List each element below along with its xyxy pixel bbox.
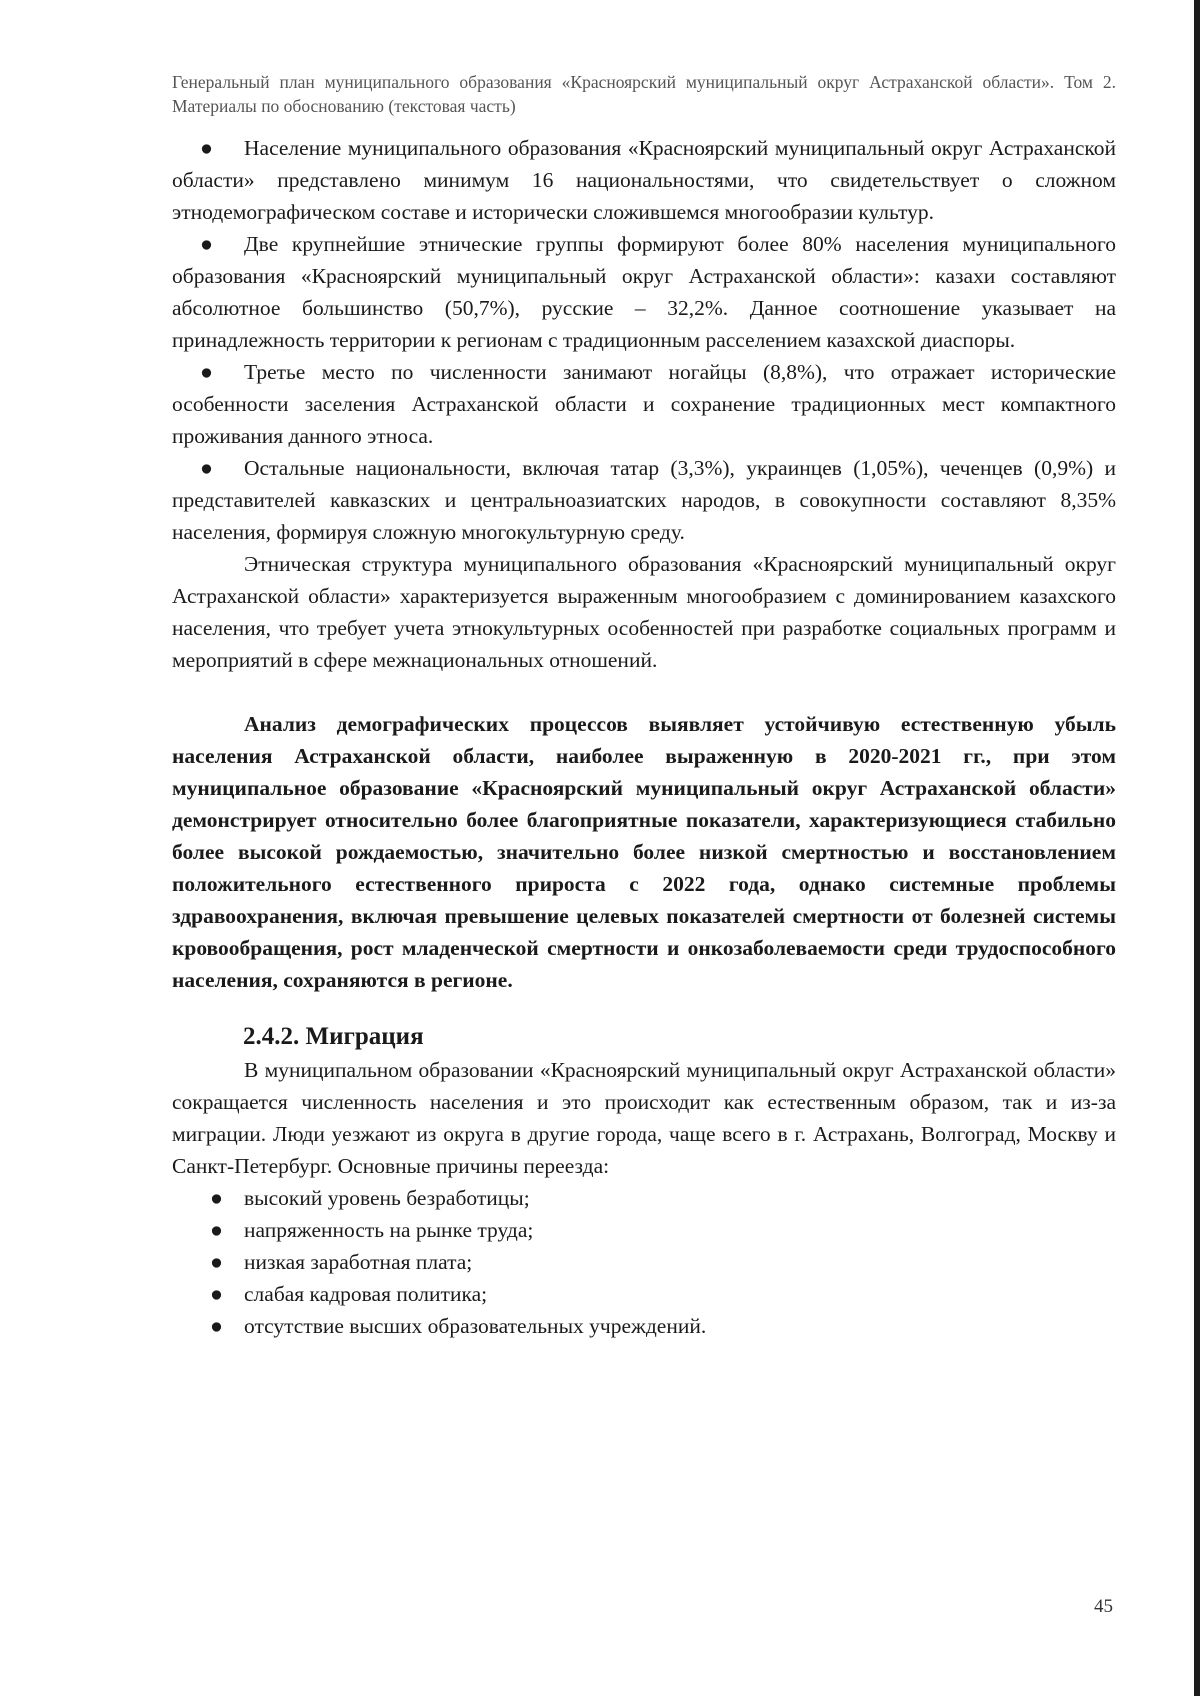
list-item-text: низкая заработная плата; bbox=[244, 1250, 473, 1274]
bullet-paragraph-largest-groups bbox=[172, 228, 1116, 356]
running-header: Генеральный план муниципального образования «Красноярский муниципальный округ Астраханской области». Том 2. Материалы по обоснованию (текстовая часть) bbox=[172, 72, 1116, 116]
list-item bbox=[172, 1278, 1116, 1310]
bullet-text: Третье место по численности занимают ногайцы (8,8%), что отражает исторические особенности заселения Астраханской области и сохранение традиционных мест компактного проживания данного этноса. bbox=[172, 360, 1116, 448]
list-item bbox=[172, 1310, 1116, 1342]
list-item-text: высокий уровень безработицы; bbox=[244, 1186, 530, 1210]
bullet-paragraph-nationalities bbox=[172, 132, 1116, 228]
bullet-icon: ● bbox=[210, 1250, 223, 1274]
list-item-text: слабая кадровая политика; bbox=[244, 1282, 488, 1306]
bullet-icon: ● bbox=[210, 1314, 223, 1338]
bullet-text: Две крупнейшие этнические группы формируют более 80% населения муниципального образования «Красноярский муниципальный округ Астраханской области»: казахи составляют абсолютное большинство (50,7%), русские – 32,2%. Данное соотношение указывает на принадлежность территории к регионам с традиционным расселением казахской диаспоры. bbox=[172, 232, 1116, 352]
demographic-conclusion-paragraph: Анализ демографических процессов выявляет устойчивую естественную убыль населения Астраханской области, наиболее выраженную в 2020-2021 гг., при этом муниципальное образование «Красноярский муниципальный округ Астраханской области» демонстрирует относительно более благоприятные показатели, характеризующиеся стабильно более высокой рождаемостью, значительно более низкой смертностью и восстановлением положительного естественного прироста с 2022 года, однако системные проблемы здравоохранения, включая превышение целевых показателей смертности от болезней системы кровообращения, рост младенческой смертности и онкозаболеваемости среди трудоспособного населения, сохраняются в регионе. bbox=[172, 712, 1116, 992]
section-heading-migration: 2.4.2. Миграция bbox=[243, 1023, 424, 1050]
migration-reasons-list bbox=[172, 1182, 1116, 1342]
bullet-paragraph-other-nationalities bbox=[172, 452, 1116, 548]
list-item-text: отсутствие высших образовательных учреждений. bbox=[244, 1314, 707, 1338]
bullet-paragraph-nogais bbox=[172, 356, 1116, 452]
bullet-icon: ● bbox=[200, 232, 213, 256]
list-item bbox=[172, 1214, 1116, 1246]
document-page bbox=[172, 70, 1116, 1342]
bullet-icon: ● bbox=[200, 136, 213, 160]
bullet-text: Остальные национальности, включая татар (3,3%), украинцев (1,05%), чеченцев (0,9%) и представителей кавказских и центральноазиатских народов, в совокупности составляют 8,35% населения, формируя сложную многокультурную среду. bbox=[172, 456, 1116, 544]
list-item-text: напряженность на рынке труда; bbox=[244, 1218, 534, 1242]
list-item bbox=[172, 1246, 1116, 1278]
bullet-icon: ● bbox=[210, 1218, 223, 1242]
bullet-icon: ● bbox=[200, 360, 213, 384]
bullet-text: Население муниципального образования «Красноярский муниципальный округ Астраханской области» представлено минимум 16 национальностями, что свидетельствует о сложном этнодемографическом составе и исторически сложившемся многообразии культур. bbox=[172, 136, 1116, 224]
list-item bbox=[172, 1182, 1116, 1214]
page-number: 45 bbox=[1094, 1596, 1113, 1617]
bullet-icon: ● bbox=[200, 456, 213, 480]
bullet-icon: ● bbox=[210, 1282, 223, 1306]
page-edge-shadow bbox=[1194, 0, 1200, 1696]
migration-intro-paragraph: В муниципальном образовании «Красноярский муниципальный округ Астраханской области» сокращается численность населения и это происходит как естественным образом, так и из-за миграции. Люди уезжают из округа в другие города, чаще всего в г. Астрахань, Волгоград, Москву и Санкт-Петербург. Основные причины переезда: bbox=[172, 1058, 1116, 1178]
bullet-icon: ● bbox=[210, 1186, 223, 1210]
ethnic-structure-paragraph: Этническая структура муниципального образования «Красноярский муниципальный округ Астраханской области» характеризуется выраженным многообразием с доминированием казахского населения, что требует учета этнокультурных особенностей при разработке социальных программ и мероприятий в сфере межнациональных отношений. bbox=[172, 552, 1116, 672]
